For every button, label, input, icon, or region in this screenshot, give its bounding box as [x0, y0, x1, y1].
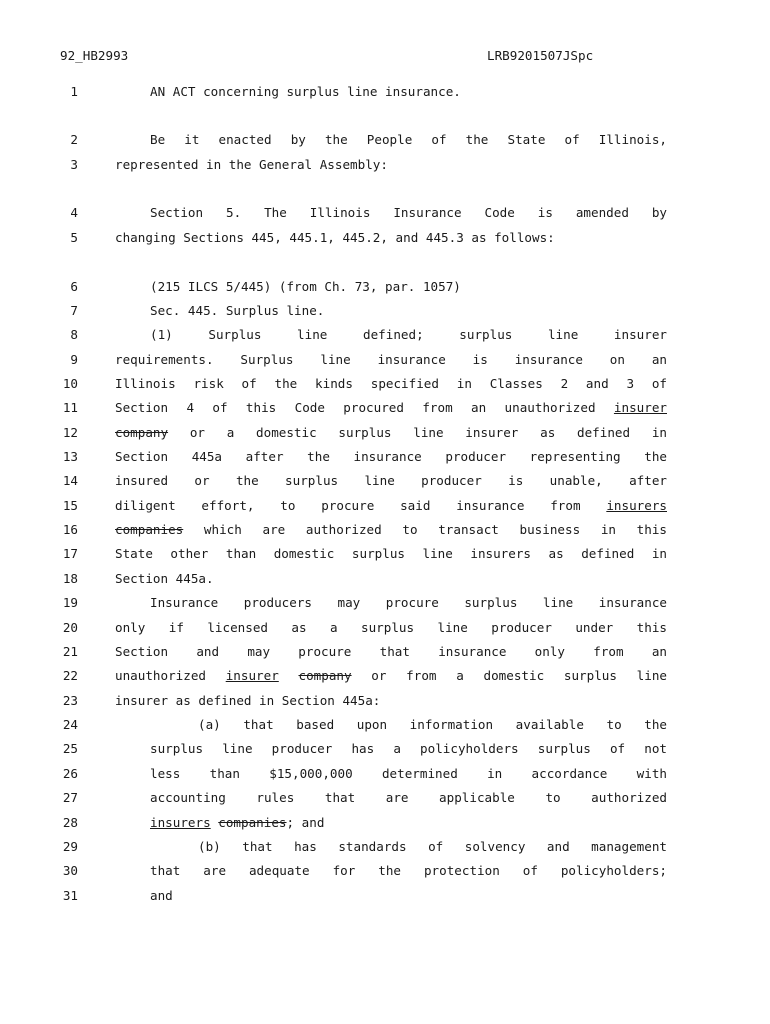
inserted-text: insurers [150, 815, 211, 830]
text-line [0, 374, 770, 394]
text-line [0, 325, 770, 345]
line-text [115, 618, 667, 638]
line-number: 22 [62, 668, 78, 683]
text-segment: represented in the General Assembly: [115, 157, 388, 172]
deleted-text: companies [115, 522, 184, 537]
text-line [0, 691, 770, 711]
text-line [0, 203, 770, 223]
text-segment: Illinois risk of the kinds specified in Classes 2 and 3 of [115, 376, 667, 391]
line-text [198, 837, 667, 857]
line-text [115, 228, 667, 248]
text-segment: insurer as defined in Section 445a: [115, 693, 381, 708]
line-number: 2 [70, 132, 78, 147]
text-segment: surplus line producer has a policyholders surplus of not [150, 741, 667, 756]
line-number: 1 [70, 84, 78, 99]
inserted-text: insurer [613, 400, 667, 415]
text-segment: Section 5. The Illinois Insurance Code is amended by [150, 205, 667, 220]
line-number: 5 [70, 230, 78, 245]
text-line [0, 569, 770, 589]
line-text [115, 350, 667, 370]
deleted-text: company [298, 668, 352, 683]
text-line [0, 301, 770, 321]
text-segment: that are adequate for the protection of policyholders; [150, 863, 667, 878]
text-segment: changing Sections 445, 445.1, 445.2, and 445.3 as follows: [115, 230, 555, 245]
line-number: 27 [62, 790, 78, 805]
line-text [150, 886, 667, 906]
line-number: 15 [62, 498, 78, 513]
text-segment: which are authorized to transact business in this [183, 522, 667, 537]
line-text [150, 861, 667, 881]
text-segment: ; and [286, 815, 325, 830]
line-text [115, 423, 667, 443]
text-line [0, 642, 770, 662]
text-segment: or from a domestic surplus line [351, 668, 667, 683]
line-number: 6 [70, 279, 78, 294]
text-segment [279, 668, 299, 683]
text-segment: Section 445a. [115, 571, 214, 586]
text-line [0, 471, 770, 491]
text-segment: (1) Surplus line defined; surplus line insurer [150, 327, 667, 342]
line-number: 4 [70, 205, 78, 220]
line-text [115, 447, 667, 467]
line-number: 28 [62, 815, 78, 830]
text-line [0, 764, 770, 784]
line-text [115, 666, 667, 686]
line-text [150, 203, 667, 223]
line-number: 10 [62, 376, 78, 391]
text-line [0, 788, 770, 808]
line-number: 8 [70, 327, 78, 342]
line-number: 11 [62, 400, 78, 415]
text-segment: Be it enacted by the People of the State of Illinois, [150, 132, 667, 147]
line-number: 13 [62, 449, 78, 464]
line-text [115, 155, 667, 175]
line-text [150, 301, 667, 321]
line-text [150, 813, 667, 833]
bill-number: 92_HB2993 [60, 48, 129, 63]
text-line [0, 130, 770, 150]
line-number: 21 [62, 644, 78, 659]
text-line [0, 544, 770, 564]
text-line [0, 813, 770, 833]
line-number: 26 [62, 766, 78, 781]
line-text [150, 739, 667, 759]
line-text [115, 496, 667, 516]
text-line [0, 618, 770, 638]
deleted-text: company [115, 425, 169, 440]
line-number: 17 [62, 546, 78, 561]
text-line [0, 447, 770, 467]
line-text [115, 374, 667, 394]
text-line [0, 496, 770, 516]
line-text [115, 569, 667, 589]
text-segment: less than $15,000,000 determined in accordance with [150, 766, 667, 781]
text-line [0, 593, 770, 613]
text-segment: (b) that has standards of solvency and management [198, 839, 667, 854]
text-segment: (215 ILCS 5/445) (from Ch. 73, par. 1057) [150, 279, 461, 294]
text-line [0, 423, 770, 443]
line-text [150, 325, 667, 345]
text-segment: and [150, 888, 173, 903]
text-segment: Section 4 of this Code procured from an unauthorized [115, 400, 614, 415]
line-number: 7 [70, 303, 78, 318]
line-number: 19 [62, 595, 78, 610]
line-number: 14 [62, 473, 78, 488]
line-text [115, 691, 667, 711]
text-line [0, 715, 770, 735]
line-text [115, 398, 667, 418]
line-number: 31 [62, 888, 78, 903]
text-segment: Sec. 445. Surplus line. [150, 303, 325, 318]
text-line [0, 228, 770, 248]
line-text [115, 520, 667, 540]
line-text [115, 544, 667, 564]
line-number: 25 [62, 741, 78, 756]
text-line [0, 886, 770, 906]
line-number: 20 [62, 620, 78, 635]
text-segment: insured or the surplus line producer is unable, after [115, 473, 667, 488]
text-line [0, 82, 770, 102]
text-line [0, 837, 770, 857]
text-segment: requirements. Surplus line insurance is insurance on an [115, 352, 667, 367]
text-line [0, 277, 770, 297]
line-text [150, 788, 667, 808]
text-segment: accounting rules that are applicable to authorized [150, 790, 667, 805]
text-line [0, 398, 770, 418]
text-line [0, 520, 770, 540]
lrb-number: LRB9201507JSpc [487, 48, 594, 63]
line-text [150, 593, 667, 613]
line-number: 3 [70, 157, 78, 172]
line-text [150, 130, 667, 150]
text-line [0, 861, 770, 881]
text-line [0, 350, 770, 370]
text-segment: Section and may procure that insurance only from an [115, 644, 667, 659]
text-segment: diligent effort, to procure said insurance from [115, 498, 607, 513]
text-segment: or a domestic surplus line insurer as defined in [168, 425, 667, 440]
text-segment: State other than domestic surplus line insurers as defined in [115, 546, 667, 561]
line-number: 24 [62, 717, 78, 732]
line-text [198, 715, 667, 735]
line-text [150, 764, 667, 784]
text-line [0, 155, 770, 175]
line-text [115, 471, 667, 491]
text-segment: (a) that based upon information available to the [198, 717, 667, 732]
text-segment: only if licensed as a surplus line producer under this [115, 620, 667, 635]
line-text [150, 82, 667, 102]
text-line [0, 739, 770, 759]
line-number: 12 [62, 425, 78, 440]
line-number: 23 [62, 693, 78, 708]
text-segment: Section 445a after the insurance producer representing the [115, 449, 667, 464]
text-line [0, 666, 770, 686]
line-number: 16 [62, 522, 78, 537]
text-segment: unauthorized [115, 668, 226, 683]
text-segment: AN ACT concerning surplus line insurance. [150, 84, 461, 99]
line-text [115, 642, 667, 662]
line-number: 18 [62, 571, 78, 586]
inserted-text: insurers [606, 498, 667, 513]
line-number: 29 [62, 839, 78, 854]
deleted-text: companies [218, 815, 287, 830]
line-number: 9 [70, 352, 78, 367]
inserted-text: insurer [225, 668, 279, 683]
line-number: 30 [62, 863, 78, 878]
text-segment: Insurance producers may procure surplus line insurance [150, 595, 667, 610]
line-text [150, 277, 667, 297]
